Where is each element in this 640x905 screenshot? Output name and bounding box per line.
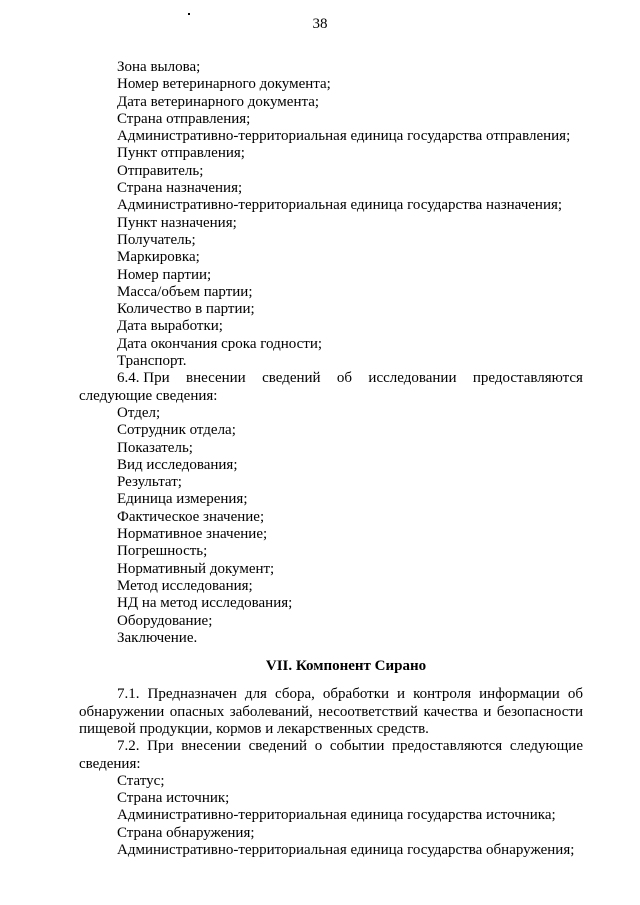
word: об	[336, 370, 353, 387]
list-item: Зона вылова;	[117, 59, 201, 75]
list-item: Заключение.	[117, 629, 198, 646]
document-body	[79, 59, 583, 859]
paragraph-6-4-first-line	[79, 370, 583, 387]
list-item: Нормативный документ;	[117, 560, 275, 577]
list-item: Количество в партии;	[117, 301, 255, 318]
paragraph-7-2: 7.2. При внесении сведений о событии предоставляются следующие сведения:	[79, 738, 583, 772]
list-item: Погрешность;	[117, 543, 208, 560]
list-item: Номер ветеринарного документа;	[117, 76, 331, 93]
word: 6.4. При	[117, 370, 170, 387]
list-shipment-fields	[79, 59, 583, 370]
word: внесении	[185, 370, 246, 387]
list-research-fields	[79, 405, 583, 647]
list-item: Единица измерения;	[117, 491, 248, 508]
list-item: Результат;	[117, 474, 182, 491]
list-item: Вид исследования;	[117, 456, 238, 473]
list-item: Оборудование;	[117, 612, 213, 629]
list-item: Страна назначения;	[117, 180, 243, 197]
paragraph-6-4	[79, 370, 583, 405]
list-item: Страна источник;	[117, 790, 230, 807]
paragraph-7-1: 7.1. Предназначен для сбора, обработки и контроля информации об обнаружении опасных заболеваний, несоответствий качества и безопасности пищевой продукции, кормов и лекарственных средств.	[79, 686, 583, 737]
list-item: Отправитель;	[117, 162, 204, 179]
list-item: НД на метод исследования;	[117, 595, 293, 612]
list-item: Показатель;	[117, 439, 193, 456]
list-item: Административно-территориальная единица государства обнаружения;	[117, 842, 575, 859]
list-item: Административно-территориальная единица государства назначения;	[117, 197, 563, 214]
list-event-fields	[79, 773, 583, 859]
list-item: Административно-территориальная единица государства источника;	[117, 807, 556, 824]
word: предоставляются	[472, 370, 583, 387]
list-item: Пункт назначения;	[117, 214, 237, 231]
paragraph-6-4-second-line: следующие сведения:	[79, 387, 218, 404]
list-item: Транспорт.	[117, 353, 187, 370]
list-item: Дата окончания срока годности;	[117, 335, 323, 352]
section-heading: VII. Компонент Сирано	[265, 658, 427, 675]
scan-speck	[188, 13, 190, 15]
list-item: Административно-территориальная единица государства отправления;	[117, 128, 571, 145]
list-item: Дата выработки;	[117, 318, 223, 335]
list-item: Маркировка;	[117, 249, 200, 266]
list-item: Отдел;	[117, 404, 161, 421]
word: исследовании	[368, 370, 457, 387]
list-item: Пункт отправления;	[117, 145, 245, 162]
list-item: Дата ветеринарного документа;	[117, 93, 320, 110]
list-item: Страна обнаружения;	[117, 824, 255, 841]
list-item: Нормативное значение;	[117, 526, 268, 543]
word: сведений	[262, 370, 321, 387]
list-item: Метод исследования;	[117, 577, 253, 594]
list-item: Сотрудник отдела;	[117, 422, 236, 439]
list-item: Масса/объем партии;	[117, 283, 253, 300]
list-item: Страна отправления;	[117, 110, 251, 127]
list-item: Получатель;	[117, 231, 196, 248]
list-item: Номер партии;	[117, 266, 212, 283]
list-item: Фактическое значение;	[117, 508, 265, 525]
list-item: Статус;	[117, 772, 165, 789]
page-number: 38	[312, 16, 328, 32]
